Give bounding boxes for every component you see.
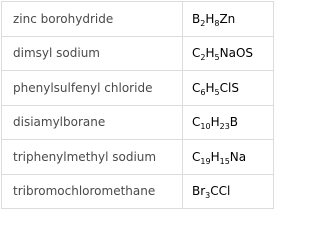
table-row — [2, 2, 274, 37]
compound-name-cell: triphenylmethyl sodium — [2, 140, 183, 175]
compound-name-cell: phenylsulfenyl chloride — [2, 71, 183, 106]
molecular-formula-cell — [183, 140, 274, 175]
table-row — [2, 36, 274, 71]
formula-element: ClS — [219, 80, 239, 95]
formula-subscript: 10 — [200, 122, 211, 132]
formula-subscript: 2 — [200, 53, 206, 63]
formula-subscript: 5 — [214, 87, 220, 97]
formula-subscript: 19 — [200, 156, 211, 166]
formula-element: H — [205, 80, 215, 95]
compound-name-cell: zinc borohydride — [2, 2, 183, 37]
formula-element: Na — [229, 149, 247, 164]
formula-element: Br — [192, 184, 206, 199]
formula-subscript: 23 — [219, 122, 230, 132]
formula-subscript: 3 — [205, 191, 211, 201]
molecular-formula-cell — [183, 2, 274, 37]
formula-element: C — [192, 46, 201, 61]
formula-element: H — [205, 11, 215, 26]
formula-element: Zn — [219, 11, 236, 26]
table-row — [2, 140, 274, 175]
formula-subscript: 2 — [200, 18, 206, 28]
compound-name-cell: tribromochloromethane — [2, 174, 183, 209]
formula-subscript: 8 — [214, 18, 220, 28]
formula-element: H — [210, 115, 220, 130]
formula-subscript: 6 — [200, 87, 206, 97]
molecular-formula-cell — [183, 174, 274, 209]
formula-element: B — [229, 115, 239, 130]
formula-element: C — [192, 115, 201, 130]
table-row — [2, 174, 274, 209]
compound-name-cell: disiamylborane — [2, 105, 183, 140]
formula-element: C — [192, 80, 201, 95]
molecular-formula-cell — [183, 36, 274, 71]
compound-formula-table — [1, 1, 274, 209]
formula-subscript: 5 — [214, 53, 220, 63]
formula-element: CCl — [210, 184, 231, 199]
formula-element: C — [192, 149, 201, 164]
molecular-formula-cell — [183, 105, 274, 140]
molecular-formula-cell — [183, 71, 274, 106]
table-body — [2, 2, 274, 209]
formula-element: NaOS — [219, 46, 254, 61]
formula-element: B — [192, 11, 201, 26]
formula-element: H — [205, 46, 215, 61]
table-row — [2, 71, 274, 106]
compound-name-cell: dimsyl sodium — [2, 36, 183, 71]
table-row — [2, 105, 274, 140]
formula-element: H — [210, 149, 220, 164]
formula-subscript: 15 — [219, 156, 230, 166]
